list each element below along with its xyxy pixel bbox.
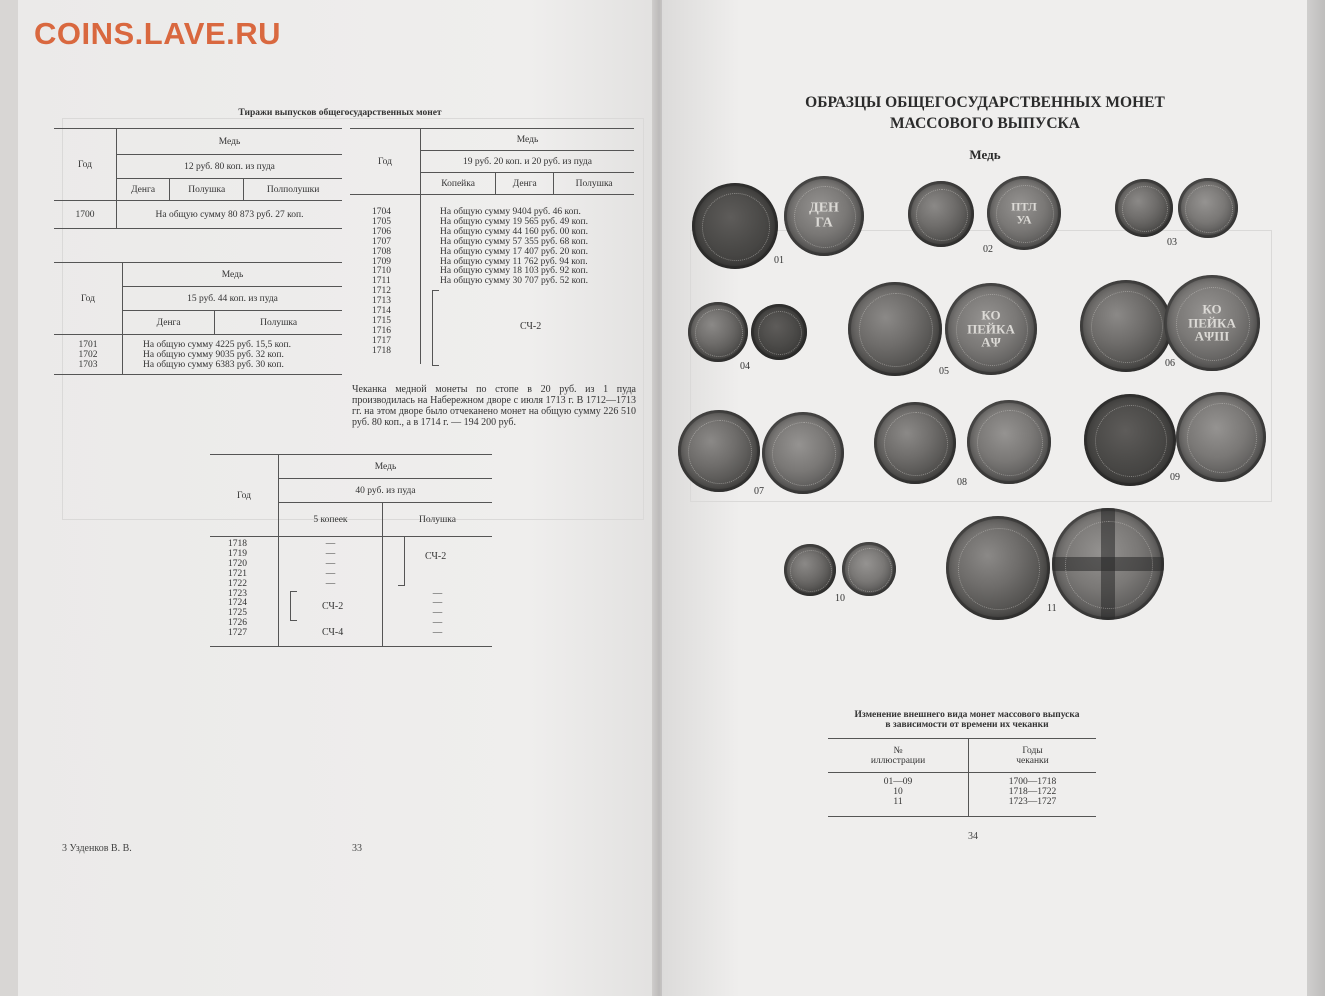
table-caption-line1: Изменение внешнего вида монет массового выпуска: [854, 710, 1080, 720]
coin-05-obverse: [848, 282, 942, 376]
year: 1701: [78, 339, 98, 350]
year: 1726: [228, 618, 247, 629]
mintage-table-1704-1718: [350, 128, 634, 195]
sum: На общую сумму 11 762 руб. 94 коп.: [440, 256, 588, 267]
denom-header: Полполушки: [244, 179, 342, 201]
year: 1723: [228, 588, 247, 599]
col-year: Год: [350, 129, 421, 195]
coin-label: 11: [1047, 603, 1057, 614]
coin-07-obverse: [678, 410, 760, 492]
sum: На общую сумму 30 707 руб. 52 коп.: [440, 276, 588, 287]
page-edge: [1307, 0, 1325, 996]
year: 1709: [372, 256, 391, 267]
mintage-paragraph: Чеканка медной монеты по стопе в 20 руб. из 1 пуда производилась на Набережном дворе с июля 1713 г. В 1712—1713 гг. на этом дворе было отчеканено монет на общую сумму 226 510 руб. 80 коп., а в 1714 г. — 194 200 руб.: [352, 384, 636, 428]
coin-10-obverse: [784, 544, 836, 596]
mint-mark: СЧ-4: [322, 627, 344, 638]
row-number: 11: [893, 797, 903, 807]
coin-08-obverse: [874, 402, 956, 484]
year: 1718: [372, 345, 391, 356]
coin-01-obverse: [692, 183, 778, 269]
year: 1721: [228, 568, 247, 579]
year: 1710: [372, 266, 391, 277]
denom-header: Полушка: [215, 311, 342, 335]
coin-03-reverse: [1178, 178, 1238, 238]
page-number: 33: [352, 843, 362, 854]
years-column: [372, 208, 391, 357]
page-footer-author: 3 Узденков В. В.: [62, 843, 132, 854]
denom-header: Полушка: [170, 179, 244, 201]
year: 1714: [372, 306, 391, 317]
coin-label: 10: [835, 593, 845, 604]
table-caption: [812, 710, 1122, 730]
dash: —: [432, 628, 443, 639]
coin-11-obverse: [946, 516, 1050, 620]
right-page-content: [662, 0, 1308, 996]
year: 1708: [372, 246, 391, 257]
denom-header: Полушка: [382, 503, 492, 537]
metal-header: Медь: [123, 263, 343, 287]
coin-label: 05: [939, 366, 949, 377]
sums-cell: [123, 335, 343, 375]
rate-header: 40 руб. из пуда: [279, 479, 493, 503]
col-year: Год: [210, 455, 279, 537]
site-watermark: COINS.LAVE.RU: [34, 16, 282, 51]
coin-08-reverse: [967, 400, 1051, 484]
year: 1702: [78, 349, 98, 360]
coin-11-reverse: [1052, 508, 1164, 620]
mintage-table-1718-1727: [210, 454, 492, 647]
sum: На общую сумму 4225 руб. 15,5 коп.: [143, 339, 291, 350]
coin-04-reverse: [751, 304, 807, 360]
dash: —: [325, 548, 336, 559]
page-number: 34: [968, 831, 978, 842]
year: 1725: [228, 608, 247, 619]
year: 1706: [372, 226, 391, 237]
row-years: 1718—1722: [1008, 787, 1057, 797]
page-title-line2: МАССОВОГО ВЫПУСКА: [890, 115, 1080, 132]
minting-periods-table: [828, 738, 1096, 817]
mint-mark: СЧ-2: [322, 601, 344, 612]
mint-mark: СЧ-2: [425, 551, 447, 562]
mintage-table-1700: [54, 128, 342, 229]
coin-label: 02: [983, 244, 993, 255]
brace: [398, 536, 405, 586]
denom-header: Полушка: [554, 173, 634, 195]
coin-label: 04: [740, 361, 750, 372]
coin-02-reverse: ПТЛ УА: [987, 176, 1061, 250]
row-years: 1700—1718: [1008, 777, 1057, 787]
year: 1715: [372, 315, 391, 326]
coin-09-obverse: [1084, 394, 1176, 486]
col-year: Год: [54, 263, 123, 335]
col-years: Годы чеканки: [969, 739, 1097, 773]
dash: —: [432, 608, 443, 619]
rate-header: 19 руб. 20 коп. и 20 руб. из пуда: [421, 151, 635, 173]
sum: На общую сумму 44 160 руб. 00 коп.: [440, 226, 588, 237]
year: 1717: [372, 335, 391, 346]
year: 1724: [228, 598, 247, 609]
year: 1718: [228, 539, 247, 549]
rate-header: 12 руб. 80 коп. из пуда: [117, 155, 343, 179]
year: 1722: [228, 578, 247, 589]
coin-06-reverse: КО ПЕЙКА АΨIII: [1164, 275, 1260, 371]
metal-subtitle: Медь: [969, 147, 1001, 162]
coin-07-reverse: [762, 412, 844, 494]
sum: На общую сумму 9035 руб. 32 коп.: [143, 349, 284, 360]
years-cell: [54, 335, 123, 375]
sum: На общую сумму 57 355 руб. 68 коп.: [440, 236, 588, 247]
year: 1711: [372, 276, 391, 287]
coin-label: 07: [754, 486, 764, 497]
sum: На общую сумму 6383 руб. 30 коп.: [143, 359, 284, 370]
years-cell: [210, 537, 279, 647]
coin-label: 09: [1170, 472, 1180, 483]
year-cell: 1700: [54, 201, 117, 229]
brace: [290, 591, 297, 621]
year: 1716: [372, 325, 391, 336]
coin-label: 08: [957, 477, 967, 488]
sum: На общую сумму 17 407 руб. 20 коп.: [440, 246, 588, 257]
year: 1704: [372, 207, 391, 217]
coin-09-reverse: [1176, 392, 1266, 482]
row-years: 1723—1727: [1008, 797, 1057, 807]
year: 1705: [372, 216, 391, 227]
year: 1720: [228, 558, 247, 569]
dash: —: [325, 558, 336, 569]
metal-header: Медь: [117, 129, 343, 155]
sums-column: [440, 208, 588, 287]
dash: —: [325, 578, 336, 589]
dash: —: [432, 618, 443, 629]
table-caption-line2: в зависимости от времени их чеканки: [885, 720, 1049, 730]
coin-03-obverse: [1115, 179, 1173, 237]
coin-label: 01: [774, 255, 784, 266]
number-cell: [828, 773, 969, 817]
coin-04-obverse: [688, 302, 748, 362]
year: 1712: [372, 286, 391, 297]
column-rule: [420, 194, 421, 364]
years-cell: [969, 773, 1097, 817]
denom-header: Копейка: [421, 173, 496, 195]
denom-header: Денга: [123, 311, 215, 335]
year: 1727: [228, 628, 247, 639]
sum: На общую сумму 9404 руб. 46 коп.: [440, 207, 581, 217]
year: 1719: [228, 548, 247, 559]
sum: На общую сумму 18 103 руб. 92 коп.: [440, 266, 588, 277]
metal-header: Медь: [421, 129, 635, 151]
denom-header: 5 копеек: [279, 503, 383, 537]
coin-01-reverse: ДЕН ГА: [784, 176, 864, 256]
denom-header: Денга: [117, 179, 170, 201]
table-caption: Тиражи выпусков общегосударственных монет: [238, 108, 442, 118]
coin-05-reverse: КО ПЕЙКА АΨ: [945, 283, 1037, 375]
col-number: № иллюстрации: [828, 739, 969, 773]
sum-cell: На общую сумму 80 873 руб. 27 коп.: [117, 201, 343, 229]
col-year: Год: [54, 129, 117, 201]
mintage-table-1701-1703: [54, 262, 342, 375]
denom-header: Денга: [496, 173, 554, 195]
rate-header: 15 руб. 44 коп. из пуда: [123, 287, 343, 311]
metal-header: Медь: [279, 455, 493, 479]
mint-mark: СЧ-2: [520, 321, 542, 332]
year: 1707: [372, 236, 391, 247]
row-number: 10: [893, 787, 903, 797]
dash: —: [325, 539, 336, 549]
dash: —: [432, 598, 443, 609]
brace: [432, 290, 439, 366]
dash: —: [325, 568, 336, 579]
coin-06-obverse: [1080, 280, 1172, 372]
year: 1713: [372, 296, 391, 307]
coin-label: 06: [1165, 358, 1175, 369]
sum: На общую сумму 19 565 руб. 49 коп.: [440, 216, 588, 227]
row-number: 01—09: [883, 777, 913, 787]
page-title-line1: ОБРАЗЦЫ ОБЩЕГОСУДАРСТВЕННЫХ МОНЕТ: [805, 94, 1165, 111]
dash: —: [432, 588, 443, 599]
coin-label: 03: [1167, 237, 1177, 248]
coin-02-obverse: [908, 181, 974, 247]
year: 1703: [78, 359, 98, 370]
coin-10-reverse: [842, 542, 896, 596]
